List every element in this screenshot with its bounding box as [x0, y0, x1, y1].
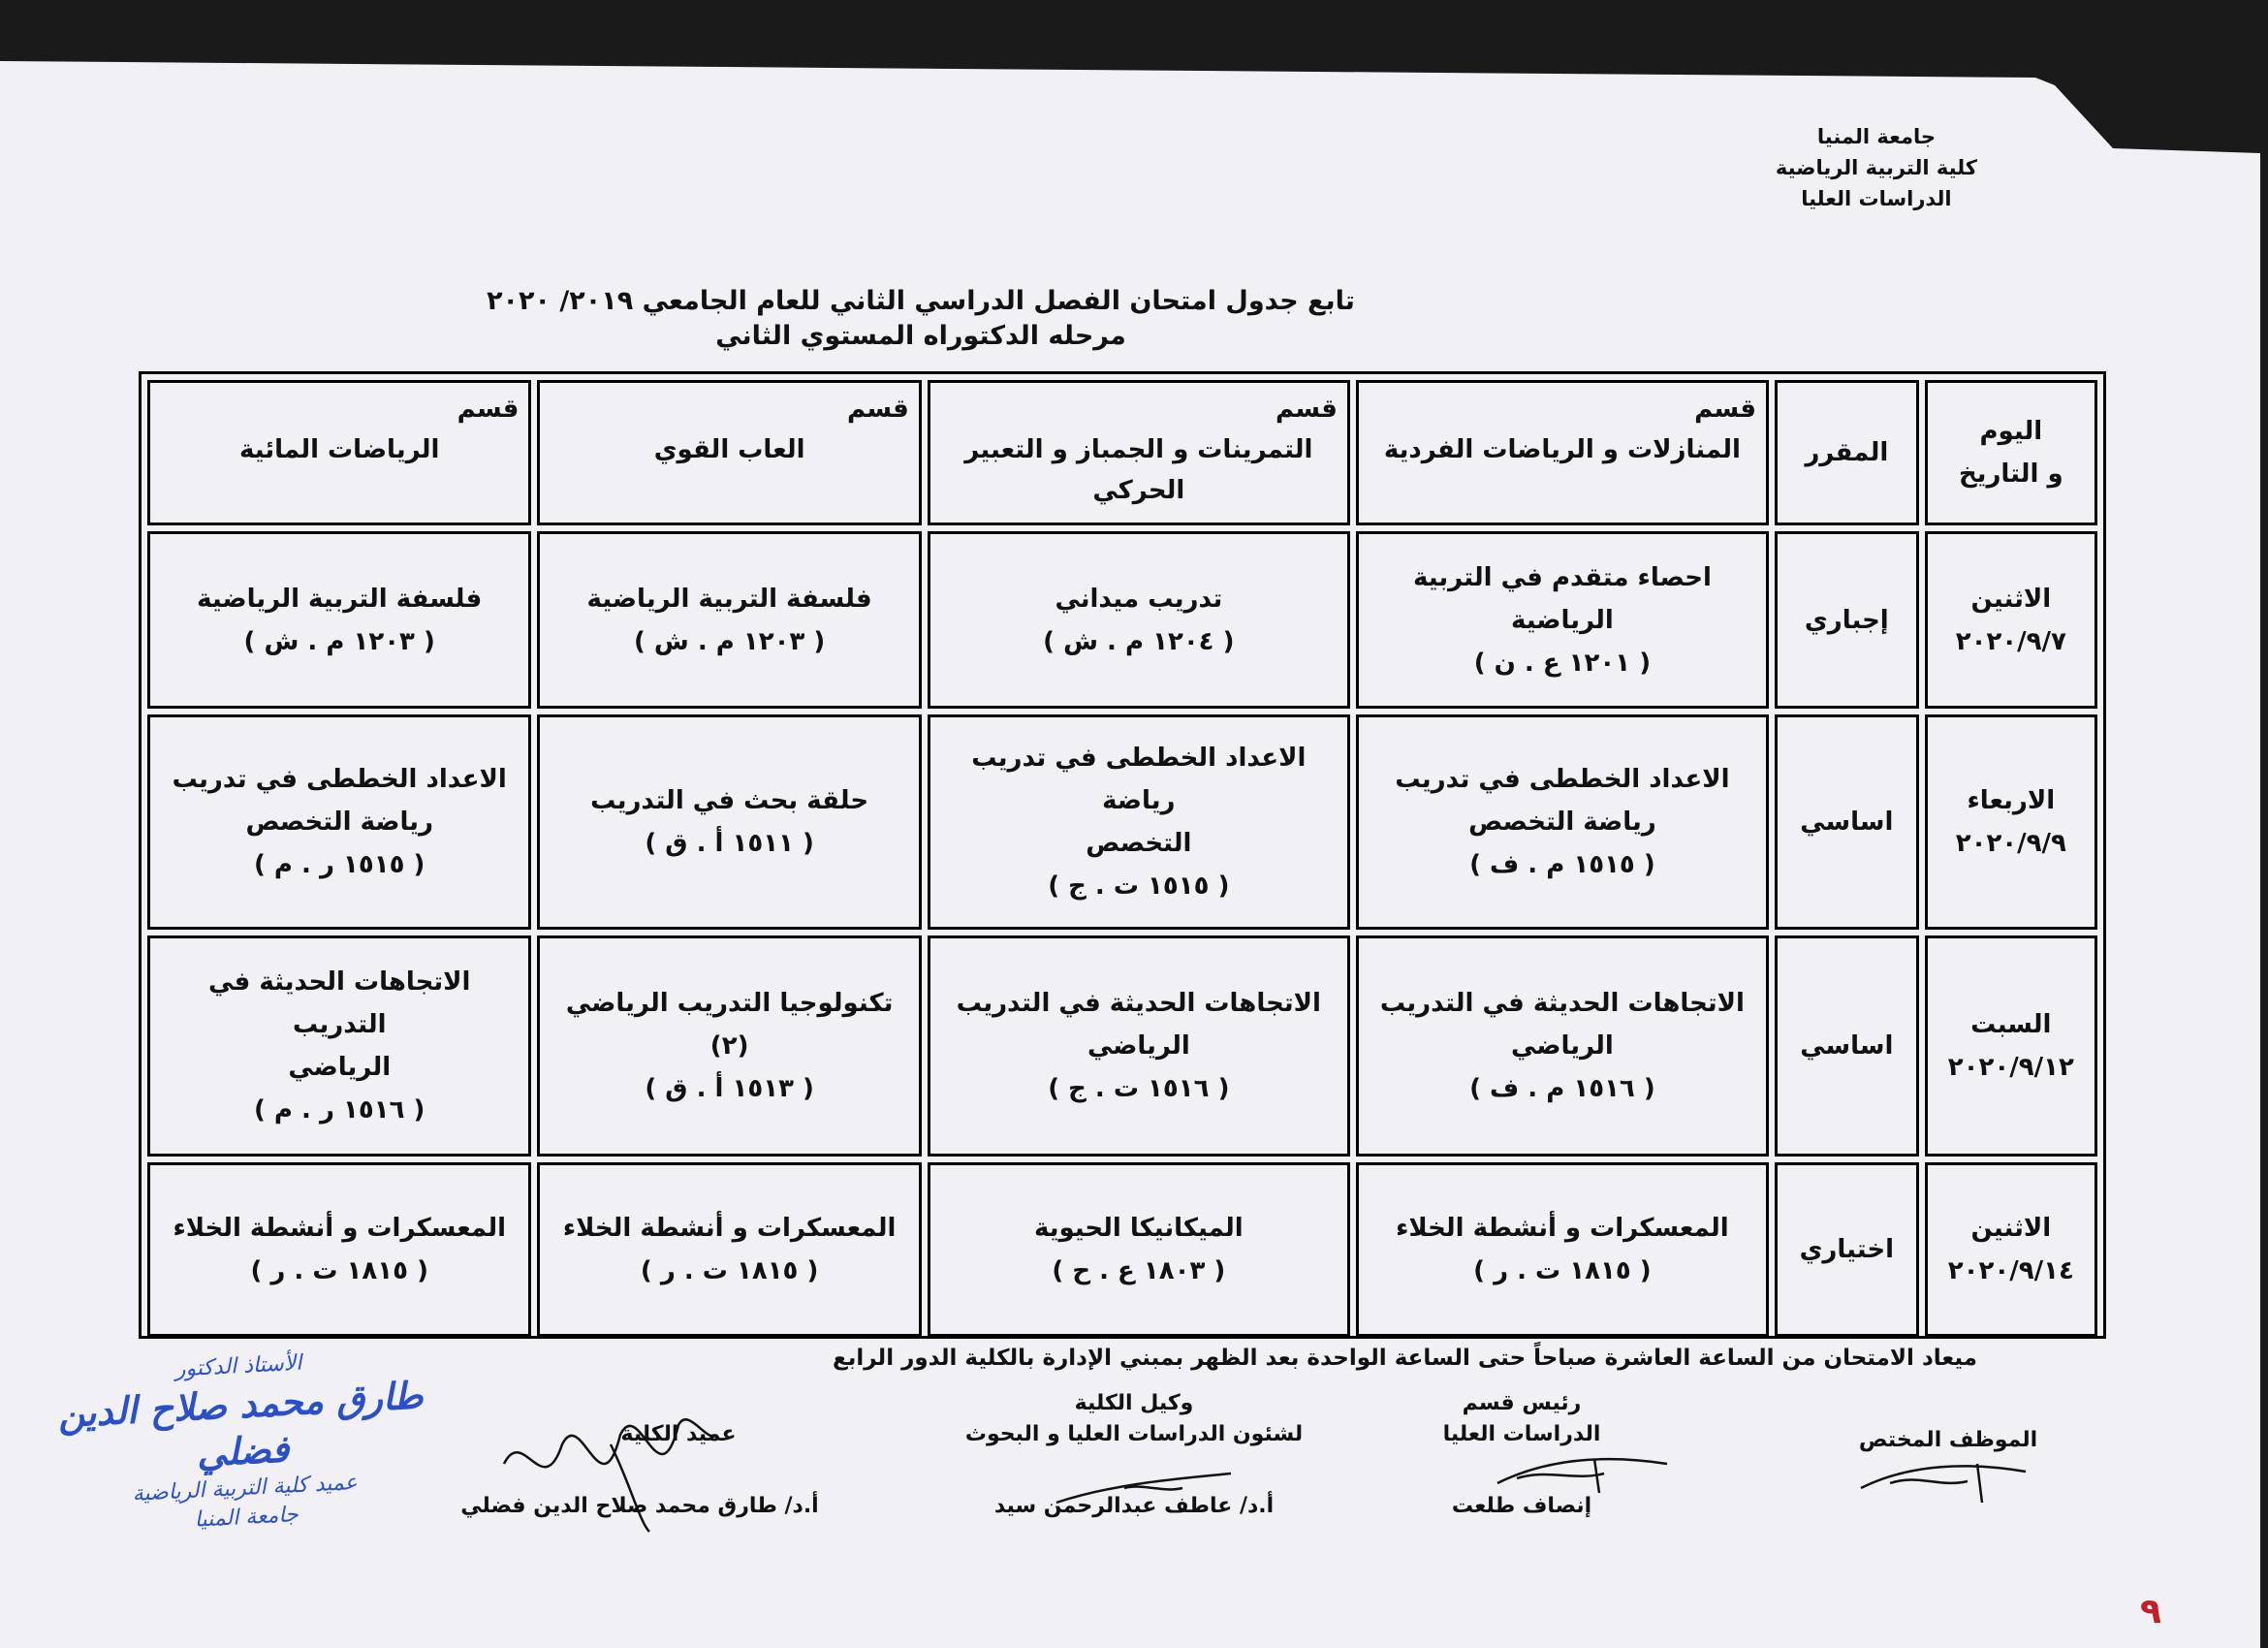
header-dept-athletics [537, 380, 921, 525]
subject-cell [537, 1162, 921, 1337]
subject-line-1: فلسفة التربية الرياضية [586, 584, 872, 614]
signature-scribble-vice-dean [1047, 1454, 1241, 1512]
signatory-title-line-1: رئيس قسم [1462, 1391, 1582, 1415]
subject-cell [928, 935, 1350, 1157]
subject-line-2: التخصص [1086, 829, 1192, 858]
dept-word: قسم [1694, 395, 1756, 424]
subject-cell [147, 714, 531, 930]
header-dept-combat [1356, 380, 1769, 525]
subject-cell [147, 935, 531, 1157]
header-dept-gymnastics [928, 380, 1350, 525]
subject-line-1: تدريب ميداني [1055, 584, 1223, 614]
subject-code: ( ١٥١٦ م . ف ) [1469, 1074, 1655, 1103]
title-line-1: تابع جدول امتحان الفصل الدراسي الثاني للعام الجامعي ٢٠١٩/ ٢٠٢٠ [487, 286, 1355, 316]
subject-cell [928, 714, 1350, 930]
subject-line-1: الاتجاهات الحديثة في التدريب [207, 967, 471, 1039]
subject-cell [537, 531, 921, 709]
document-title [0, 284, 1842, 354]
subject-code: ( ١٨١٥ ت . ر ) [250, 1256, 428, 1285]
date: ٢٠٢٠/٩/١٤ [1947, 1256, 2074, 1285]
dept-name-line-1: التمرينات و الجمباز و التعبير [964, 435, 1313, 464]
subject-cell [147, 531, 531, 709]
header-date-label: و التاريخ [1958, 460, 2063, 489]
subject-code: ( ١٥١٦ ر . م ) [254, 1095, 425, 1125]
subject-line-2: الرياضية [1510, 605, 1614, 635]
department-name: الدراسات العليا [1801, 187, 1952, 210]
subject-code: ( ١٥١٦ ت . ج ) [1048, 1074, 1230, 1103]
exam-time-note: ميعاد الامتحان من الساعة العاشرة صباحاً حتى الساعة الواحدة بعد الظهر بمبني الإدارة بالكلية الدور الرابع [833, 1346, 1977, 1371]
subject-code: ( ١٢٠٣ م . ش ) [243, 626, 435, 656]
signatory-title-line-1: وكيل الكلية [1074, 1391, 1194, 1415]
dept-word: قسم [457, 395, 520, 424]
subject-line-1: تكنولوجيا التدريب الرياضي [565, 989, 894, 1018]
subject-code: ( ١٥١١ أ . ق ) [645, 829, 814, 858]
table-row [147, 714, 2097, 930]
table-row [147, 935, 2097, 1157]
dept-name: المنازلات و الرياضات الفردية [1383, 435, 1741, 464]
subject-code: ( ١٨٠٣ ع . ح ) [1052, 1256, 1226, 1285]
table-header-row [147, 380, 2097, 525]
signatory-title-line-2: الدراسات العليا [1442, 1422, 1601, 1446]
subject-code: ( ١٢٠٣ م . ش ) [633, 626, 826, 656]
subject-code: ( ١٢٠٤ م . ش ) [1043, 626, 1235, 656]
title-line-2: مرحله الدكتوراه المستوي الثاني [715, 321, 1126, 351]
day-date-cell [1925, 714, 2097, 930]
subject-cell [1356, 935, 1769, 1157]
subject-cell [147, 1162, 531, 1337]
dean-stamp [11, 1341, 475, 1538]
subject-line-2: رياضة التخصص [245, 808, 433, 837]
institution-header [1776, 121, 1977, 214]
subject-cell [1356, 714, 1769, 930]
signatory-name: إنصاف طلعت [1451, 1494, 1592, 1518]
course-type-cell: اساسي [1775, 714, 1919, 930]
subject-line-2: رياضة التخصص [1468, 808, 1656, 837]
signatory-title: عميد الكلية [620, 1422, 737, 1446]
subject-cell [1356, 1162, 1769, 1337]
subject-cell [537, 714, 921, 930]
signatory-name: أ.د/ عاطف عبدالرحمن سيد [993, 1494, 1275, 1518]
subject-line-1: المعسكرات و أنشطة الخلاء [562, 1214, 897, 1243]
subject-line-2: الرياضي [1511, 1031, 1614, 1061]
subject-cell [1356, 531, 1769, 709]
signatory-name: أ.د/ طارق محمد صلاح الدين فضلي [460, 1494, 819, 1518]
subject-code: ( ١٥١٥ ر . م ) [254, 850, 425, 879]
stamp-line-1: الأستاذ الدكتور [174, 1350, 302, 1382]
dept-word: قسم [846, 395, 909, 424]
table-row [147, 1162, 2097, 1337]
header-course: المقرر [1775, 380, 1919, 525]
subject-code: ( ١٥١٥ ت . ج ) [1048, 872, 1230, 901]
subject-code: ( ١٥١٣ أ . ق ) [645, 1074, 814, 1103]
day-date-cell [1925, 935, 2097, 1157]
date: ٢٠٢٠/٩/٧ [1955, 626, 2066, 656]
subject-line-1: الاعداد الخططى في تدريب [1395, 765, 1730, 794]
subject-line-1: الميكانيكا الحيوية [1033, 1214, 1244, 1243]
subject-line-1: الاتجاهات الحديثة في التدريب [1379, 989, 1745, 1018]
exam-schedule-table [139, 371, 2106, 1339]
subject-code: ( ١٨١٥ ت . ر ) [640, 1256, 819, 1285]
subject-line-1: حلقة بحث في التدريب [590, 786, 869, 815]
day: السبت [1970, 1010, 2052, 1039]
course-type-cell: اختياري [1775, 1162, 1919, 1337]
day: الاثنين [1970, 1214, 2052, 1243]
day: الاثنين [1970, 584, 2052, 614]
table-row [147, 531, 2097, 709]
signatory-title: الموظف المختص [1858, 1428, 2038, 1452]
day-date-cell [1925, 1162, 2097, 1337]
stamp-line-2: طارق محمد صلاح الدين فضلي [56, 1373, 425, 1475]
subject-line-1: احصاء متقدم في التربية [1412, 562, 1712, 592]
subject-line-1: المعسكرات و أنشطة الخلاء [173, 1214, 506, 1243]
signature-scribble-dept-head [1488, 1435, 1682, 1503]
signature-scribble-dean [494, 1386, 727, 1541]
header-day-label: اليوم [1979, 417, 2043, 446]
stamp-line-3: عميد كلية التربية الرياضية [132, 1470, 359, 1506]
subject-cell [928, 1162, 1350, 1337]
university-name: جامعة المنيا [1816, 125, 1936, 148]
subject-cell [537, 935, 921, 1157]
header-day-date [1925, 380, 2097, 525]
dept-word: قسم [1275, 395, 1338, 424]
header-dept-aquatics [147, 380, 531, 525]
date: ٢٠٢٠/٩/١٢ [1947, 1053, 2074, 1082]
subject-code: ( ١٨١٥ ت . ر ) [1473, 1256, 1652, 1285]
stamp-line-4: جامعة المنيا [194, 1503, 299, 1533]
dept-name: الرياضات المائية [238, 435, 440, 464]
faculty-name: كلية التربية الرياضية [1775, 156, 1977, 179]
dept-name-line-2: الحركي [1092, 476, 1185, 505]
course-type-cell: إجباري [1775, 531, 1919, 709]
dept-name: العاب القوي [653, 435, 805, 464]
page-number: ٩ [2140, 1592, 2161, 1632]
subject-code: ( ١٢٠١ ع . ن ) [1473, 648, 1652, 678]
signature-scribble-officer [1851, 1444, 2045, 1512]
course-type-cell: اساسي [1775, 935, 1919, 1157]
subject-code: ( ١٥١٥ م . ف ) [1469, 850, 1655, 879]
subject-line-1: المعسكرات و أنشطة الخلاء [1396, 1214, 1729, 1243]
subject-cell [928, 531, 1350, 709]
signatory-title-line-2: لشئون الدراسات العليا و البحوث [964, 1422, 1304, 1446]
subject-line-2: الرياضي [288, 1053, 392, 1082]
day-date-cell [1925, 531, 2097, 709]
subject-line-2: الرياضي [1087, 1031, 1190, 1061]
subject-line-1: الاتجاهات الحديثة في التدريب [956, 989, 1321, 1018]
subject-line-1: الاعداد الخططى في تدريب رياضة [971, 744, 1307, 815]
day: الاربعاء [1967, 786, 2056, 815]
subject-line-1: فلسفة التربية الرياضية [197, 584, 483, 614]
subject-line-1: الاعداد الخططى في تدريب [172, 765, 507, 794]
date: ٢٠٢٠/٩/٩ [1955, 829, 2066, 858]
subject-line-2: (٢) [709, 1031, 749, 1061]
